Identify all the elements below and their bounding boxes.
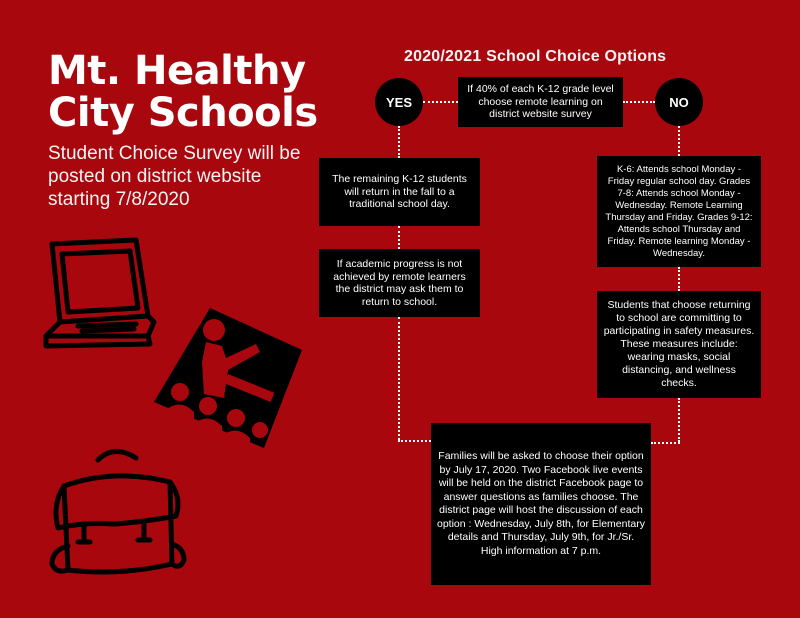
connector-yes-long [398,317,400,440]
final-info-box [431,423,651,585]
final-info-text: Families will be asked to choose their option by July 17, 2020. Two Facebook live events will be held on the district Facebook page to answer questions as families choose. The district page will host the discussion of each option : Wednesday, July 8th, for Elementary details and Thursday, July 9th, for Jr./Sr. High information at 7 p.m. [437,450,645,557]
no-safety-box [597,291,761,398]
yes-academic-box [319,249,480,317]
connector-question-yes [423,101,458,103]
question-box [458,77,623,127]
laptop-icon [36,236,166,352]
connector-no-final [651,442,680,444]
title-line-1: Mt. Healthy [48,48,306,94]
connector-question-no [623,101,655,103]
no-safety-text: Students that choose returning to school are committing to participating in safety measures. These measures include: wearing masks, social distancing, and wellness checks. [603,299,755,389]
subtitle: Student Choice Survey will be posted on district website starting 7/8/2020 [48,143,301,210]
connector-no-mid [678,267,680,291]
no-circle: NO [655,78,703,126]
no-schedule-text: K-6: Attends school Monday - Friday regular school day. Grades 7-8: Attends school Monday - Wednesday. Remote Learning Thursday and Friday. Grades 9-12: Attends school Thursday and Friday. Remote learning Monday - Wednesday. [605,163,753,259]
flow-heading: 2020/2021 School Choice Options [404,48,667,65]
page-title [48,50,318,134]
title-line-2: City Schools [48,90,318,136]
connector-yes-final [398,440,431,442]
connector-yes-mid [398,226,400,249]
classroom-teacher-icon [152,306,304,458]
connector-no-long [678,398,680,442]
connector-no-down [678,126,680,156]
no-schedule-box [597,156,761,267]
yes-outcome-box [319,158,480,226]
yes-academic-text: If academic progress is not achieved by remote learners the district may ask them to return to school. [333,258,466,308]
backpack-icon [44,446,190,580]
question-text: If 40% of each K-12 grade level choose remote learning on district website survey [467,83,614,121]
yes-outcome-text: The remaining K-12 students will return in the fall to a traditional school day. [332,173,467,211]
connector-yes-down [398,126,400,158]
yes-circle: YES [375,78,423,126]
